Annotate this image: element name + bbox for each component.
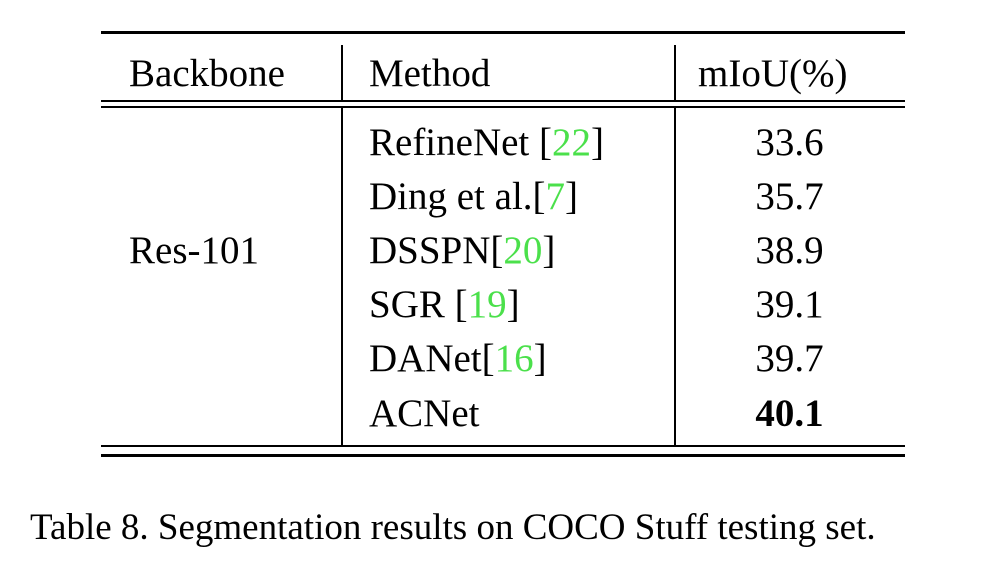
- citation-bracket-close: ]: [533, 337, 547, 380]
- method-name: DSSPN: [369, 229, 491, 272]
- method-name: ACNet: [369, 392, 480, 435]
- results-table: [101, 31, 905, 463]
- method-name: RefineNet: [369, 121, 540, 164]
- header-rule-lower: [101, 106, 905, 108]
- column-divider-1-header: [341, 45, 343, 100]
- backbone-cell: Res-101: [129, 229, 259, 272]
- header-miou: mIoU(%): [698, 52, 848, 95]
- miou-cell: 38.9: [755, 229, 824, 272]
- method-cell: [369, 123, 604, 162]
- citation-bracket-close: ]: [565, 175, 579, 218]
- table-caption: Table 8. Segmentation results on COCO Stuff testing set.: [30, 507, 876, 548]
- citation-link[interactable]: 7: [545, 175, 566, 218]
- bottom-rule-upper: [101, 445, 905, 447]
- header-method: Method: [369, 52, 491, 95]
- bottom-rule-lower: [101, 454, 905, 457]
- method-name: Ding et al.: [369, 175, 533, 218]
- method-name: DANet: [369, 337, 482, 380]
- table-top-rule: [101, 31, 905, 34]
- column-divider-2-header: [674, 45, 676, 100]
- citation-link[interactable]: 20: [503, 229, 543, 272]
- citation-bracket-close: ]: [591, 121, 605, 164]
- citation-bracket-close: ]: [506, 283, 520, 326]
- miou-cell: 39.1: [755, 283, 824, 326]
- method-cell: [369, 177, 578, 216]
- method-name: SGR: [369, 283, 455, 326]
- citation-link[interactable]: 16: [494, 337, 534, 380]
- citation-bracket-open: [: [481, 337, 495, 380]
- citation-link[interactable]: 19: [467, 283, 507, 326]
- header-backbone: Backbone: [129, 52, 285, 95]
- citation-bracket-open: [: [454, 283, 468, 326]
- column-divider-1-body: [341, 108, 343, 445]
- method-cell: [369, 394, 480, 433]
- method-cell: [369, 285, 520, 324]
- citation-link[interactable]: 22: [552, 121, 592, 164]
- header-rule-upper: [101, 100, 905, 102]
- method-cell: [369, 339, 547, 378]
- citation-bracket-open: [: [490, 229, 504, 272]
- citation-bracket-close: ]: [542, 229, 556, 272]
- miou-cell: 39.7: [755, 337, 824, 380]
- method-cell: [369, 231, 555, 270]
- miou-cell-best: 40.1: [755, 392, 824, 435]
- miou-cell: 35.7: [755, 175, 824, 218]
- miou-cell: 33.6: [755, 121, 824, 164]
- citation-bracket-open: [: [532, 175, 546, 218]
- citation-bracket-open: [: [539, 121, 553, 164]
